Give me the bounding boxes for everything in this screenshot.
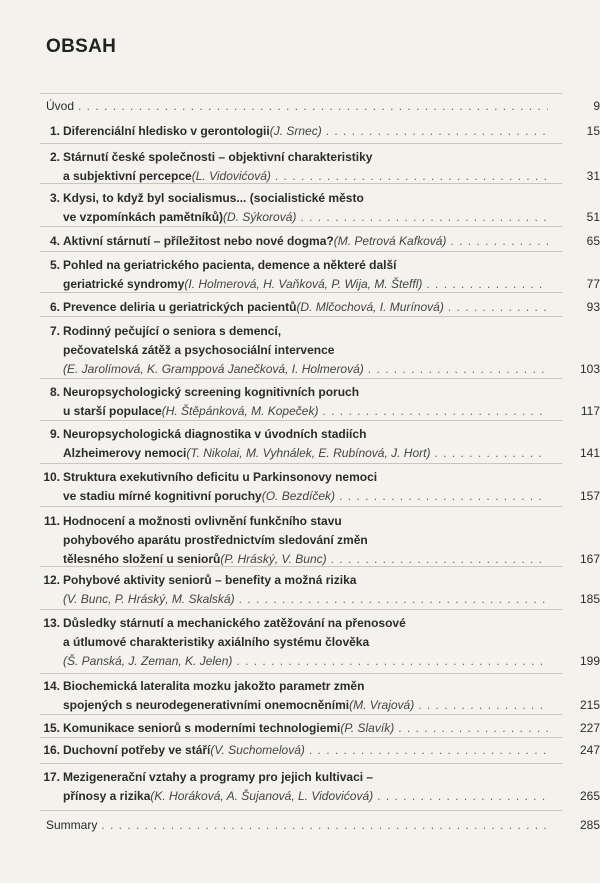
toc-entry-authors: (Š. Panská, J. Zeman, K. Jelen) (63, 654, 233, 668)
toc-entry-number: 8. (49, 385, 60, 399)
toc-entry-authors: (M. Vrajová) (349, 698, 415, 712)
page-title: OBSAH (46, 36, 117, 57)
toc-entry-title: Duchovní potřeby ve stáří (63, 743, 211, 757)
toc-entry-authors: (E. Jarolímová, K. Gramppová Janečková, I. Holmerová) (63, 362, 364, 376)
toc-entry-title: Aktivní stárnutí – příležitost nebo nové dogma? (63, 234, 334, 248)
toc-entry-page: 9 (593, 99, 600, 113)
toc-entry-title: ve stadiu mírné kognitivní poruchy (63, 489, 262, 503)
toc-entry-authors: (M. Petrová Kafková) (333, 234, 447, 248)
toc-entry-title: přínosy a rizika (63, 789, 151, 803)
toc-entry-summary (0, 816, 600, 835)
toc-entry-number: 1. (49, 124, 60, 138)
divider (40, 316, 562, 317)
toc-entry-page: 227 (579, 721, 600, 735)
toc-entry-page: 285 (579, 818, 600, 832)
toc-entry[interactable] (0, 189, 600, 227)
toc-entry-title: Summary (46, 818, 98, 832)
toc-entry-page: 103 (579, 362, 600, 376)
toc-entry-number: 2. (49, 150, 60, 164)
toc-entry-title: a útlumové charakteristiky axiálního systému člověka (63, 635, 370, 649)
toc-entry-title: Hodnocení a možnosti ovlivnění funkčního stavu (63, 514, 342, 528)
divider (40, 183, 562, 184)
toc-entry[interactable] (0, 148, 600, 186)
dot-leader (434, 444, 548, 463)
toc-entry-page: 265 (579, 789, 600, 803)
divider (40, 143, 562, 144)
divider (40, 463, 562, 464)
toc-entry-number: 12. (43, 573, 60, 587)
divider (40, 292, 562, 293)
divider (40, 378, 562, 379)
divider (40, 566, 562, 567)
dot-leader (78, 97, 548, 116)
divider (40, 714, 562, 715)
dot-leader (300, 208, 548, 227)
toc-entry-number: 3. (49, 191, 60, 205)
toc-entry-title: Stárnutí české společnosti – objektivní charakteristiky (63, 150, 373, 164)
toc-entry-title: Úvod (46, 99, 75, 113)
toc-entry-title: u starší populace (63, 404, 162, 418)
toc-entry-title: Důsledky stárnutí a mechanického zatěžování na přenosové (63, 616, 406, 630)
toc-entry-title: Pohled na geriatrického pacienta, demence a některé další (63, 258, 397, 272)
toc-entry-authors: (O. Bezdíček) (261, 489, 336, 503)
toc-entry-page: 117 (580, 404, 600, 418)
toc-entry-title: Kdysi, to když byl socialismus... (socialistické město (63, 191, 364, 205)
toc-entry-title: pečovatelská zátěž a psychosociální intervence (63, 343, 335, 357)
toc-entry[interactable] (0, 614, 600, 671)
toc-entry-number: 13. (43, 616, 60, 630)
divider (40, 506, 562, 507)
toc-entry[interactable] (0, 122, 600, 141)
dot-leader (101, 816, 548, 835)
toc-entry-title: Rodinný pečující o seniora s demencí, (63, 324, 282, 338)
toc-entry[interactable] (0, 768, 600, 806)
toc-entry-title: Alzheimerovy nemoci (63, 446, 187, 460)
divider (40, 609, 562, 610)
toc-entry-title: spojených s neurodegenerativními onemocněními (63, 698, 350, 712)
toc-entry[interactable] (0, 256, 600, 294)
divider (40, 763, 562, 764)
toc-entry[interactable] (0, 322, 600, 379)
toc-entry[interactable] (0, 677, 600, 715)
toc-entry-number: 10. (43, 470, 60, 484)
toc-entry-authors: (L. Vidovićová) (191, 169, 271, 183)
toc-entry-page: 167 (579, 552, 600, 566)
toc-entry[interactable] (0, 512, 600, 569)
toc-entry-authors: (K. Horáková, A. Šujanová, L. Vidovićová) (150, 789, 374, 803)
toc-entry-page: 157 (579, 489, 600, 503)
toc-entry[interactable] (0, 298, 600, 317)
toc-entry-authors: (J. Srnec) (269, 124, 322, 138)
toc-entry-authors: (V. Suchomelová) (210, 743, 305, 757)
toc-entry-page: 77 (586, 277, 600, 291)
toc-entry-number: 6. (49, 300, 60, 314)
dot-leader (239, 590, 548, 609)
toc-entry-authors: (H. Štěpánková, M. Kopeček) (161, 404, 319, 418)
dot-leader (326, 122, 548, 141)
toc-entry-page: 247 (579, 743, 600, 757)
toc-entry-title: pohybového aparátu prostřednictvím sledování změn (63, 533, 368, 547)
toc-entry-title: Diferenciální hledisko v gerontologii (63, 124, 270, 138)
dot-leader (398, 719, 548, 738)
divider (40, 810, 562, 811)
toc-entry-number: 16. (43, 743, 60, 757)
toc-entry-number: 5. (49, 258, 60, 272)
dot-leader (448, 298, 548, 317)
divider (40, 673, 562, 674)
toc-entry-authors: (P. Slavík) (340, 721, 395, 735)
toc-entry-number: 7. (49, 324, 60, 338)
toc-entry-intro (0, 97, 600, 116)
toc-entry-title: Biochemická lateralita mozku jakožto parametr změn (63, 679, 365, 693)
toc-entry-title: Pohybové aktivity seniorů – benefity a možná rizika (63, 573, 357, 587)
toc-entry-page: 141 (579, 446, 600, 460)
toc-entry-title: a subjektivní percepce (63, 169, 192, 183)
toc-entry-page: 31 (586, 169, 600, 183)
toc-entry-authors: (T. Nikolai, M. Vyhnálek, E. Rubínová, J. Hort) (186, 446, 431, 460)
toc-entry[interactable] (0, 425, 600, 463)
toc-entry-title: ve vzpomínkách pamětníků) (63, 210, 224, 224)
dot-leader (309, 741, 548, 760)
toc-entry-number: 11. (43, 514, 60, 528)
toc-entry[interactable] (0, 719, 600, 738)
toc-entry-number: 9. (49, 427, 60, 441)
dot-leader (450, 232, 548, 251)
dot-leader (377, 787, 548, 806)
dot-leader (236, 652, 548, 671)
toc-entry-authors: (V. Bunc, P. Hráský, M. Skalská) (63, 592, 235, 606)
toc-entry-page: 51 (586, 210, 600, 224)
divider (40, 251, 562, 252)
toc-entry-authors: (D. Mlčochová, I. Murínová) (296, 300, 444, 314)
toc-entry-page: 15 (586, 124, 600, 138)
toc-entry-title: Mezigenerační vztahy a programy pro jejich kultivaci – (63, 770, 374, 784)
toc-entry-authors: (P. Hráský, V. Bunc) (220, 552, 327, 566)
toc-entry[interactable] (0, 571, 600, 609)
divider (40, 420, 562, 421)
toc-entry[interactable] (0, 232, 600, 251)
toc-entry-title: tělesného složení u seniorů (63, 552, 221, 566)
dot-leader (322, 402, 548, 421)
dot-leader (418, 696, 548, 715)
toc-entry-title: geriatrické syndromy (63, 277, 185, 291)
toc-entry-authors: (I. Holmerová, H. Vaňková, P. Wija, M. Šteffl) (184, 277, 423, 291)
toc-entry-number: 17. (43, 770, 60, 784)
dot-leader (368, 360, 548, 379)
toc-entry-page: 199 (579, 654, 600, 668)
divider (40, 737, 562, 738)
toc-entry-number: 15. (43, 721, 60, 735)
toc-entry-authors: (D. Sýkorová) (223, 210, 297, 224)
toc-entry-page: 93 (586, 300, 600, 314)
toc-entry-title: Komunikace seniorů s moderními technologiemi (63, 721, 341, 735)
divider (40, 226, 562, 227)
toc-entry-page: 185 (579, 592, 600, 606)
toc-entry[interactable] (0, 468, 600, 506)
toc-entry-title: Neuropsychologický screening kognitivních poruch (63, 385, 360, 399)
toc-entry-page: 215 (579, 698, 600, 712)
toc-entry-number: 14. (43, 679, 60, 693)
toc-entry-title: Struktura exekutivního deficitu u Parkinsonovy nemoci (63, 470, 378, 484)
toc-entry-title: Neuropsychologická diagnostika v úvodních stadiích (63, 427, 367, 441)
toc-entry[interactable] (0, 383, 600, 421)
toc-entry-title: Prevence deliria u geriatrických pacientů (63, 300, 297, 314)
toc-entry[interactable] (0, 741, 600, 760)
divider (40, 93, 562, 94)
toc-entry-number: 4. (49, 234, 60, 248)
toc-entry-page: 65 (586, 234, 600, 248)
dot-leader (339, 487, 548, 506)
